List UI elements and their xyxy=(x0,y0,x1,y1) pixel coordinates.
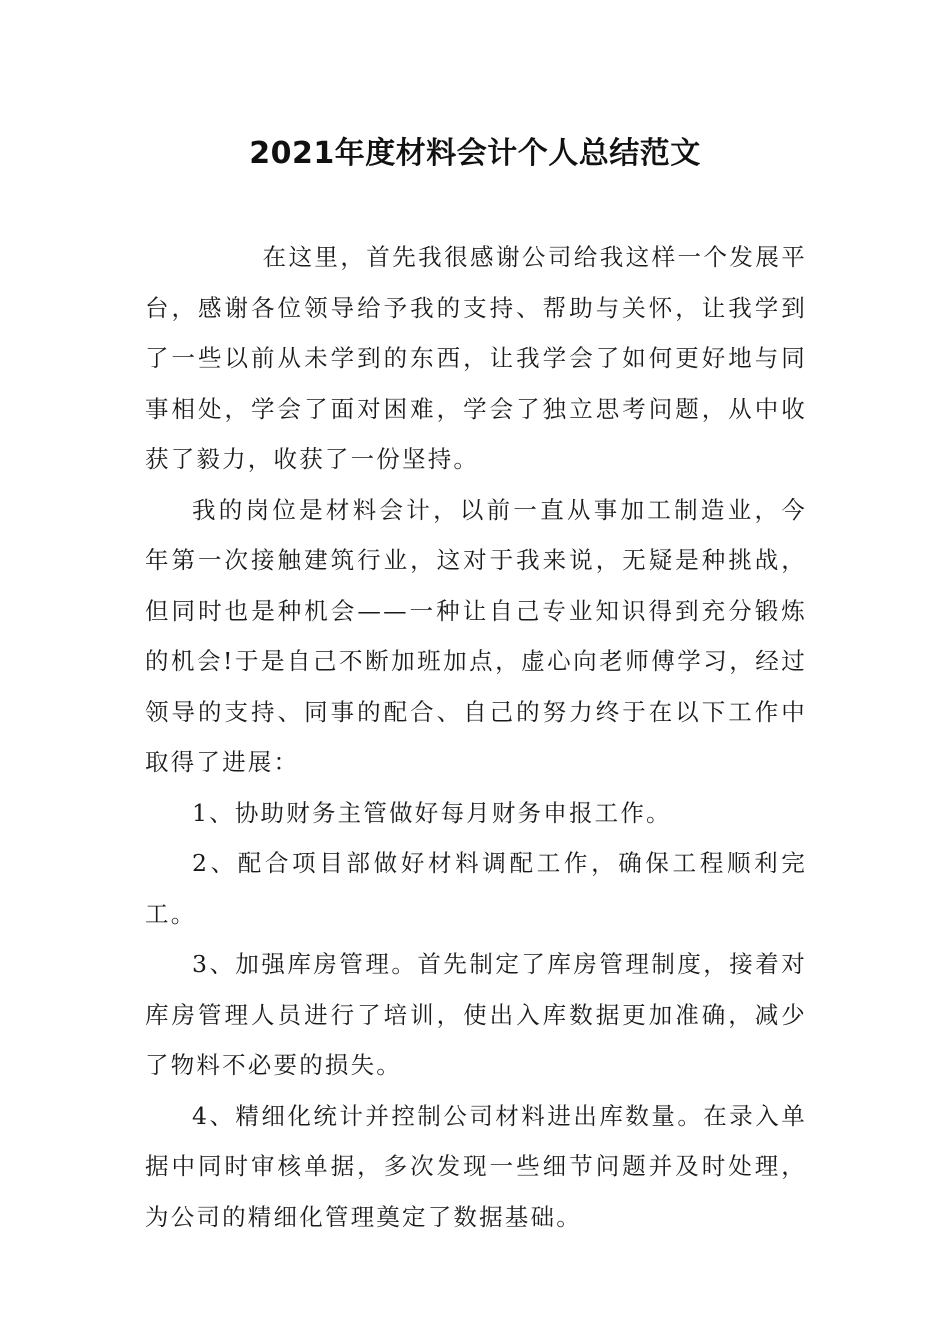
list-item-1: 1、协助财务主管做好每月财务申报工作。 xyxy=(192,798,672,827)
document-body xyxy=(145,232,807,1242)
list-item-4: 4、精细化统计并控制公司材料进出库数量。在录入单据中同时审核单据，多次发现一些细节问题并及时处理，为公司的精细化管理奠定了数据基础。 xyxy=(145,1101,807,1231)
document-title: 2021年度材料会计个人总结范文 xyxy=(249,136,701,171)
paragraph-position: 我的岗位是材料会计，以前一直从事加工制造业，今年第一次接触建筑行业，这对于我来说，无疑是种挑战，但同时也是种机会——一种让自己专业知识得到充分锻炼的机会!于是自己不断加班加点，虚心向老师傅学习，经过领导的支持、同事的配合、自己的努力终于在以下工作中取得了进展： xyxy=(145,495,807,776)
list-item-3: 3、加强库房管理。首先制定了库房管理制度，接着对库房管理人员进行了培训，使出入库数据更加准确，减少了物料不必要的损失。 xyxy=(145,950,807,1079)
paragraph-intro: 在这里，首先我很感谢公司给我这样一个发展平台，感谢各位领导给予我的支持、帮助与关怀，让我学到了一些以前从未学到的东西，让我学会了如何更好地与同事相处，学会了面对困难，学会了独立思考问题，从中收获了毅力，收获了一份坚持。 xyxy=(145,243,807,473)
list-item-2: 2、配合项目部做好材料调配工作，确保工程顺利完工。 xyxy=(145,849,807,928)
